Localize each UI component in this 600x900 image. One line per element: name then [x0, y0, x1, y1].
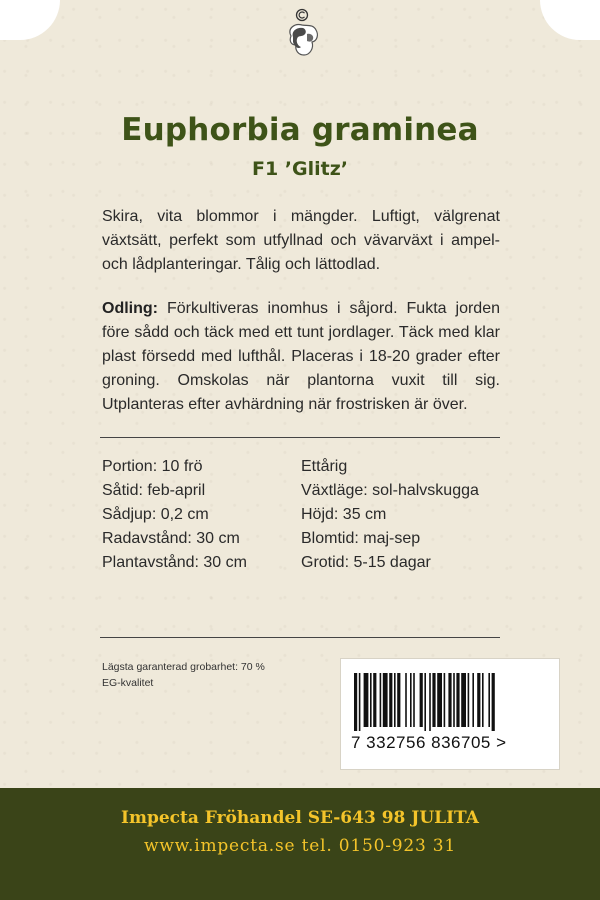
barcode-bar	[370, 673, 372, 727]
fact-lifecycle: Ettårig	[301, 458, 348, 475]
fact-location: Växtläge: sol-halvskugga	[301, 482, 479, 499]
fact-bloom-time: Blomtid: maj-sep	[301, 530, 421, 547]
barcode-bar	[472, 673, 474, 727]
barcode-bar	[437, 673, 442, 727]
facts-right-column	[301, 455, 501, 575]
page-title: Euphorbia graminea	[121, 112, 479, 148]
barcode-bar	[453, 673, 455, 727]
fact-germination-time: Grotid: 5-15 dagar	[301, 554, 431, 571]
barcode-number: 7 332756 836705 >	[351, 733, 507, 752]
barcode-bar	[432, 673, 435, 727]
barcode-bars	[354, 673, 546, 731]
barcode-bar	[410, 673, 412, 727]
barcode-bar	[397, 673, 400, 727]
description-text: Skira, vita blommor i mängder. Luftigt, välgrenat växtsätt, perfekt som utfyllnad och vävarväxt i ampel- och lådplanteringar. Tålig och lättodlad.	[102, 208, 500, 273]
barcode-bar	[477, 673, 480, 727]
barcode-bar	[394, 673, 396, 727]
fact-sowing-time: Såtid: feb-april	[102, 482, 206, 499]
barcode-bar	[405, 673, 407, 727]
barcode-bar	[420, 673, 423, 727]
barcode-bar	[456, 673, 459, 727]
barcode-bar	[468, 673, 470, 727]
quality-label: EG-kvalitet	[102, 677, 154, 689]
barcode-bar	[364, 673, 369, 727]
fact-height: Höjd: 35 cm	[301, 506, 387, 523]
barcode-bar	[429, 673, 431, 731]
barcode-bar	[461, 673, 466, 727]
cultivation-label: Odling:	[102, 300, 158, 317]
fact-sowing-depth: Sådjup: 0,2 cm	[102, 506, 209, 523]
barcode-bar	[359, 673, 361, 731]
barcode-bar	[488, 673, 490, 727]
fact-portion: Portion: 10 frö	[102, 458, 203, 475]
variety-subtitle: F1 ’Glitz’	[251, 158, 348, 180]
footer-contact: www.impecta.se tel. 0150-923 31	[143, 836, 457, 856]
barcode-bar	[380, 673, 382, 727]
cultivation-text: Förkultiveras inomhus i såjord. Fukta jorden före sådd och täck med ett tunt jordlager. Täck med klar plast försedd med lufthål. Placeras i 18-20 grader efter groning. Omskolas när plantorna vuxit till sig. Utplanteras efter avhärdning när frostrisken är över.	[102, 300, 500, 413]
germination-rate: Lägsta garanterad grobarhet: 70 %	[102, 661, 265, 673]
barcode-bar	[373, 673, 376, 727]
fact-row-spacing: Radavstånd: 30 cm	[102, 530, 240, 547]
barcode	[340, 658, 560, 770]
divider-bottom	[100, 637, 500, 638]
fact-plant-spacing: Plantavstånd: 30 cm	[102, 554, 247, 571]
barcode-bar	[444, 673, 446, 727]
barcode-bar	[482, 673, 484, 727]
facts-left-column	[102, 455, 282, 575]
barcode-bar	[389, 673, 392, 727]
barcode-bar	[492, 673, 495, 731]
barcode-bar	[383, 673, 388, 727]
impecta-logo-icon	[277, 6, 327, 62]
barcode-bar	[413, 673, 415, 727]
divider-top	[100, 437, 500, 438]
footer-company: Impecta Fröhandel SE-643 98 JULITA	[121, 808, 479, 828]
barcode-bar	[448, 673, 451, 727]
barcode-bar	[424, 673, 426, 731]
barcode-bar	[354, 673, 357, 731]
cultivation-paragraph	[102, 297, 500, 417]
